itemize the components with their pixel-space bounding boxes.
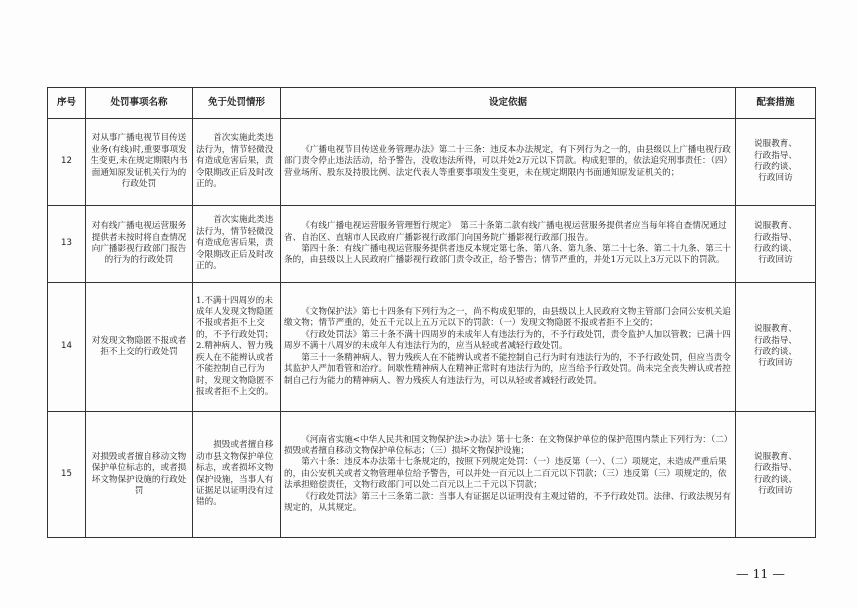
row-number: 14: [48, 283, 86, 412]
basis-paragraph: 第四十条：有线广播电视运营服务提供者违反本规定第七条、第八条、第九条、第二十七条、第二十九条、第三十条的，由县级以上人民政府广播影视行政部门责令改正，给予警告；情节严重的，并处1万元以上3万元以下的罚款。: [284, 244, 731, 266]
measures-cell: [736, 412, 816, 538]
basis-paragraph: 《河南省实施<中华人民共和国文物保护法>办法》第十七条：在文物保护单位的保护范围内禁止下列行为：（二）损毁或者擅自移动文物保护单位标志；（三）损坏文物保护设施；: [284, 434, 729, 456]
measures-cell: [736, 283, 816, 412]
header-item: 处罚事项名称: [86, 88, 193, 119]
basis-cell: [281, 283, 736, 412]
measure-item: 说服教育、: [754, 221, 797, 232]
exempt-text: 1.不满十四周岁的未成年人发现文物隐匿不报或者拒不上交的，不予行政处罚；2.精神病人、智力残疾人在不能辨认或者不能控制自己行为时，发现文物隐匿不报或者拒不上交的。: [196, 295, 274, 397]
measure-item: 行政约谈、: [754, 162, 797, 172]
exempt-cell: [193, 283, 281, 412]
measure-item: 行政回访: [758, 485, 793, 496]
row-number: 12: [48, 119, 86, 206]
penalty-item: [86, 119, 193, 206]
page-number: — 11 —: [736, 566, 785, 581]
measure-item: 行政回访: [758, 358, 793, 369]
measure-item: 说服教育、: [754, 451, 797, 462]
penalty-item-text: 对发现文物隐匿不报或者拒不上交的行政处罚: [91, 335, 187, 357]
measure-item: 行政指导、: [754, 232, 797, 243]
penalty-item-text: 对有线广播电视运营服务提供者未按时将自查情况向广播影视行政部门报告的行为的行政处罚: [91, 221, 187, 266]
exempt-cell: [193, 206, 281, 283]
table-row: [48, 412, 816, 538]
basis-paragraph: 第六十条：违反本办法第十七条规定的，按照下列规定处罚：（一）违反第（一）、（二）项规定，未造成严重后果的，由公安机关或者文物管理单位给予警告，可以并处一百元以上二百元以下罚款；（三）违反第（三）项规定的，依法承担赔偿责任，文物行政部门可以处二百元以上二千元以下罚款；: [284, 457, 727, 491]
exempt-text: 首次实施此类违法行为，情节轻微没有造成危害后果，责令限期改正后及时改正的。: [196, 215, 274, 272]
measures-cell: [736, 206, 816, 283]
exempt-text: 损毁或者擅自移动市县文物保护单位标志，或者损坏文物保护设施，当事人有证据足以证明没有过错的。: [196, 440, 274, 508]
penalty-item-text: 对损毁或者擅自移动文物保护单位标志的，或者损坏文物保护设施的行政处罚: [91, 451, 187, 496]
measure-item: 行政回访: [758, 255, 793, 266]
measure-item: 说服教育、: [754, 139, 797, 150]
table-header-row: [48, 88, 816, 119]
penalty-item: [86, 412, 193, 538]
exempt-text: 首次实施此类违法行为，情节轻微没有造成危害后果，责令限期改正后及时改正的。: [196, 133, 274, 190]
header-measures: 配套措施: [736, 88, 816, 119]
exempt-cell: [193, 412, 281, 538]
table-row: [48, 283, 816, 412]
penalty-item: [86, 283, 193, 412]
measure-item: 行政约谈、: [754, 474, 797, 485]
header-basis: 设定依据: [281, 88, 736, 119]
measure-item: 行政指导、: [754, 463, 797, 474]
penalty-item-text: 对从事广播电视节目传送业务(有线)时,重要事项发生变更,未在规定期限内书面通知原发证机关行为的行政处罚: [90, 133, 188, 190]
row-number: 15: [48, 412, 86, 538]
penalty-item: [86, 206, 193, 283]
penalty-table: [47, 87, 816, 538]
table-row: [48, 119, 816, 206]
basis-paragraph: 第三十一条精神病人、智力残疾人在不能辨认或者不能控制自己行为时有违法行为的，不予行政处罚，但应当责令其监护人严加看管和治疗。间歇性精神病人在精神正常时有违法行为的，应当给予行政处罚。尚未完全丧失辨认或者控制自己行为能力的精神病人、智力残疾人有违法行为，可以从轻或者减轻行政处罚。: [284, 352, 731, 386]
measure-item: 行政回访: [758, 173, 793, 184]
basis-paragraph: 《行政处罚法》第三十三条第二款：当事人有证据足以证明没有主观过错的，不予行政处罚。法律、行政法规另有规定的，从其规定。: [284, 491, 731, 514]
header-exempt: 免于处罚情形: [193, 88, 281, 119]
measures-cell: [736, 119, 816, 206]
measure-item: 说服教育、: [754, 324, 797, 335]
exempt-cell: [193, 119, 281, 206]
basis-paragraph: 《广播电视节目传送业务管理办法》第二十三条：违反本办法规定，有下列行为之一的，由县级以上广播电视行政部门责令停止违法活动，给予警告，没收违法所得，可以并处2万元以下罚款。构成犯罪的，依法追究刑事责任：（四）营业场所、股东及持股比例、法定代表人等重要事项发生变更，未在规定期限内书面通知原发证机关的；: [284, 144, 731, 178]
measure-item: 行政约谈、: [754, 347, 797, 357]
basis-cell: [281, 206, 736, 283]
basis-paragraph: 《行政处罚法》第三十条不满十四周岁的未成年人有违法行为的，不予行政处罚，责令监护人加以管教；已满十四周岁不满十八周岁的未成年人有违法行为的，应当从轻或者减轻行政处罚。: [284, 329, 731, 352]
measure-item: 行政约谈、: [754, 244, 797, 254]
basis-paragraph: 《文物保护法》第七十四条有下列行为之一，尚不构成犯罪的，由县级以上人民政府文物主管部门会同公安机关追缴文物；情节严重的，处五千元以上五万元以下的罚款：（一）发现文物隐匿不报或者拒不上交的；: [284, 307, 731, 329]
basis-cell: [281, 119, 736, 206]
basis-cell: [281, 412, 736, 538]
row-number: 13: [48, 206, 86, 283]
measure-item: 行政指导、: [754, 335, 797, 346]
measure-item: 行政指导、: [754, 150, 797, 161]
header-no: 序号: [48, 88, 86, 119]
table-row: [48, 206, 816, 283]
basis-paragraph: 《有线广播电视运营服务管理暂行规定》 第三十条第二款有线广播电视运营服务提供者应当每年将自查情况通过省、自治区、直辖市人民政府广播影视行政部门向国务院广播影视行政部门报告。: [284, 221, 727, 243]
